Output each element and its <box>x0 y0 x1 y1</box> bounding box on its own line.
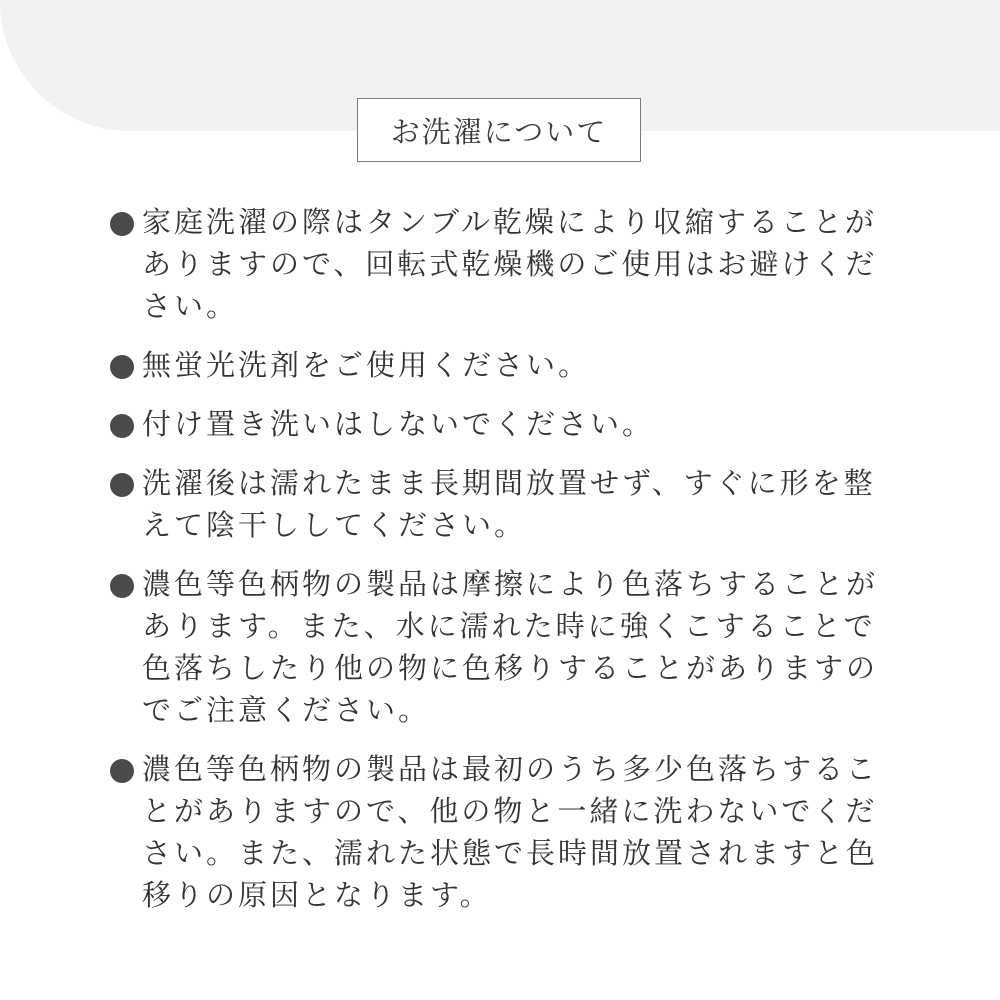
care-note-text: 濃色等色柄物の製品は摩擦により色落ちすることがあります。また、水に濡れた時に強くこすることで色落ちしたり他の物に色移りすることがありますのでご注意ください。 <box>142 567 879 727</box>
care-note <box>108 462 898 546</box>
care-note <box>108 344 898 386</box>
bullet-dot-icon <box>110 212 134 236</box>
care-note-text: 洗濯後は濡れたまま長期間放置せず、すぐに形を整えて陰干ししてください。 <box>142 466 876 542</box>
section-title <box>357 98 641 162</box>
care-note-text: 付け置き洗いはしないでください。 <box>142 407 655 441</box>
care-note <box>108 563 898 731</box>
section-title-text: お洗濯について <box>390 114 608 149</box>
care-note <box>108 403 898 445</box>
care-note <box>108 201 898 327</box>
bullet-dot-icon <box>110 355 134 379</box>
bullet-dot-icon <box>110 414 134 438</box>
care-note-text: 濃色等色柄物の製品は最初のうち多少色落ちすることがありますので、他の物と一緒に洗わないでください。また、濡れた状態で長時間放置されますと色移りの原因となります。 <box>142 752 879 912</box>
bullet-dot-icon <box>110 473 134 497</box>
care-note <box>108 748 898 916</box>
bullet-dot-icon <box>110 759 134 783</box>
care-instructions-list <box>108 201 898 933</box>
care-note-text: 無蛍光洗剤をご使用ください。 <box>142 348 591 382</box>
bullet-dot-icon <box>110 574 134 598</box>
care-note-text: 家庭洗濯の際はタンブル乾燥により収縮することがありますので、回転式乾燥機のご使用はお避けください。 <box>142 205 878 323</box>
